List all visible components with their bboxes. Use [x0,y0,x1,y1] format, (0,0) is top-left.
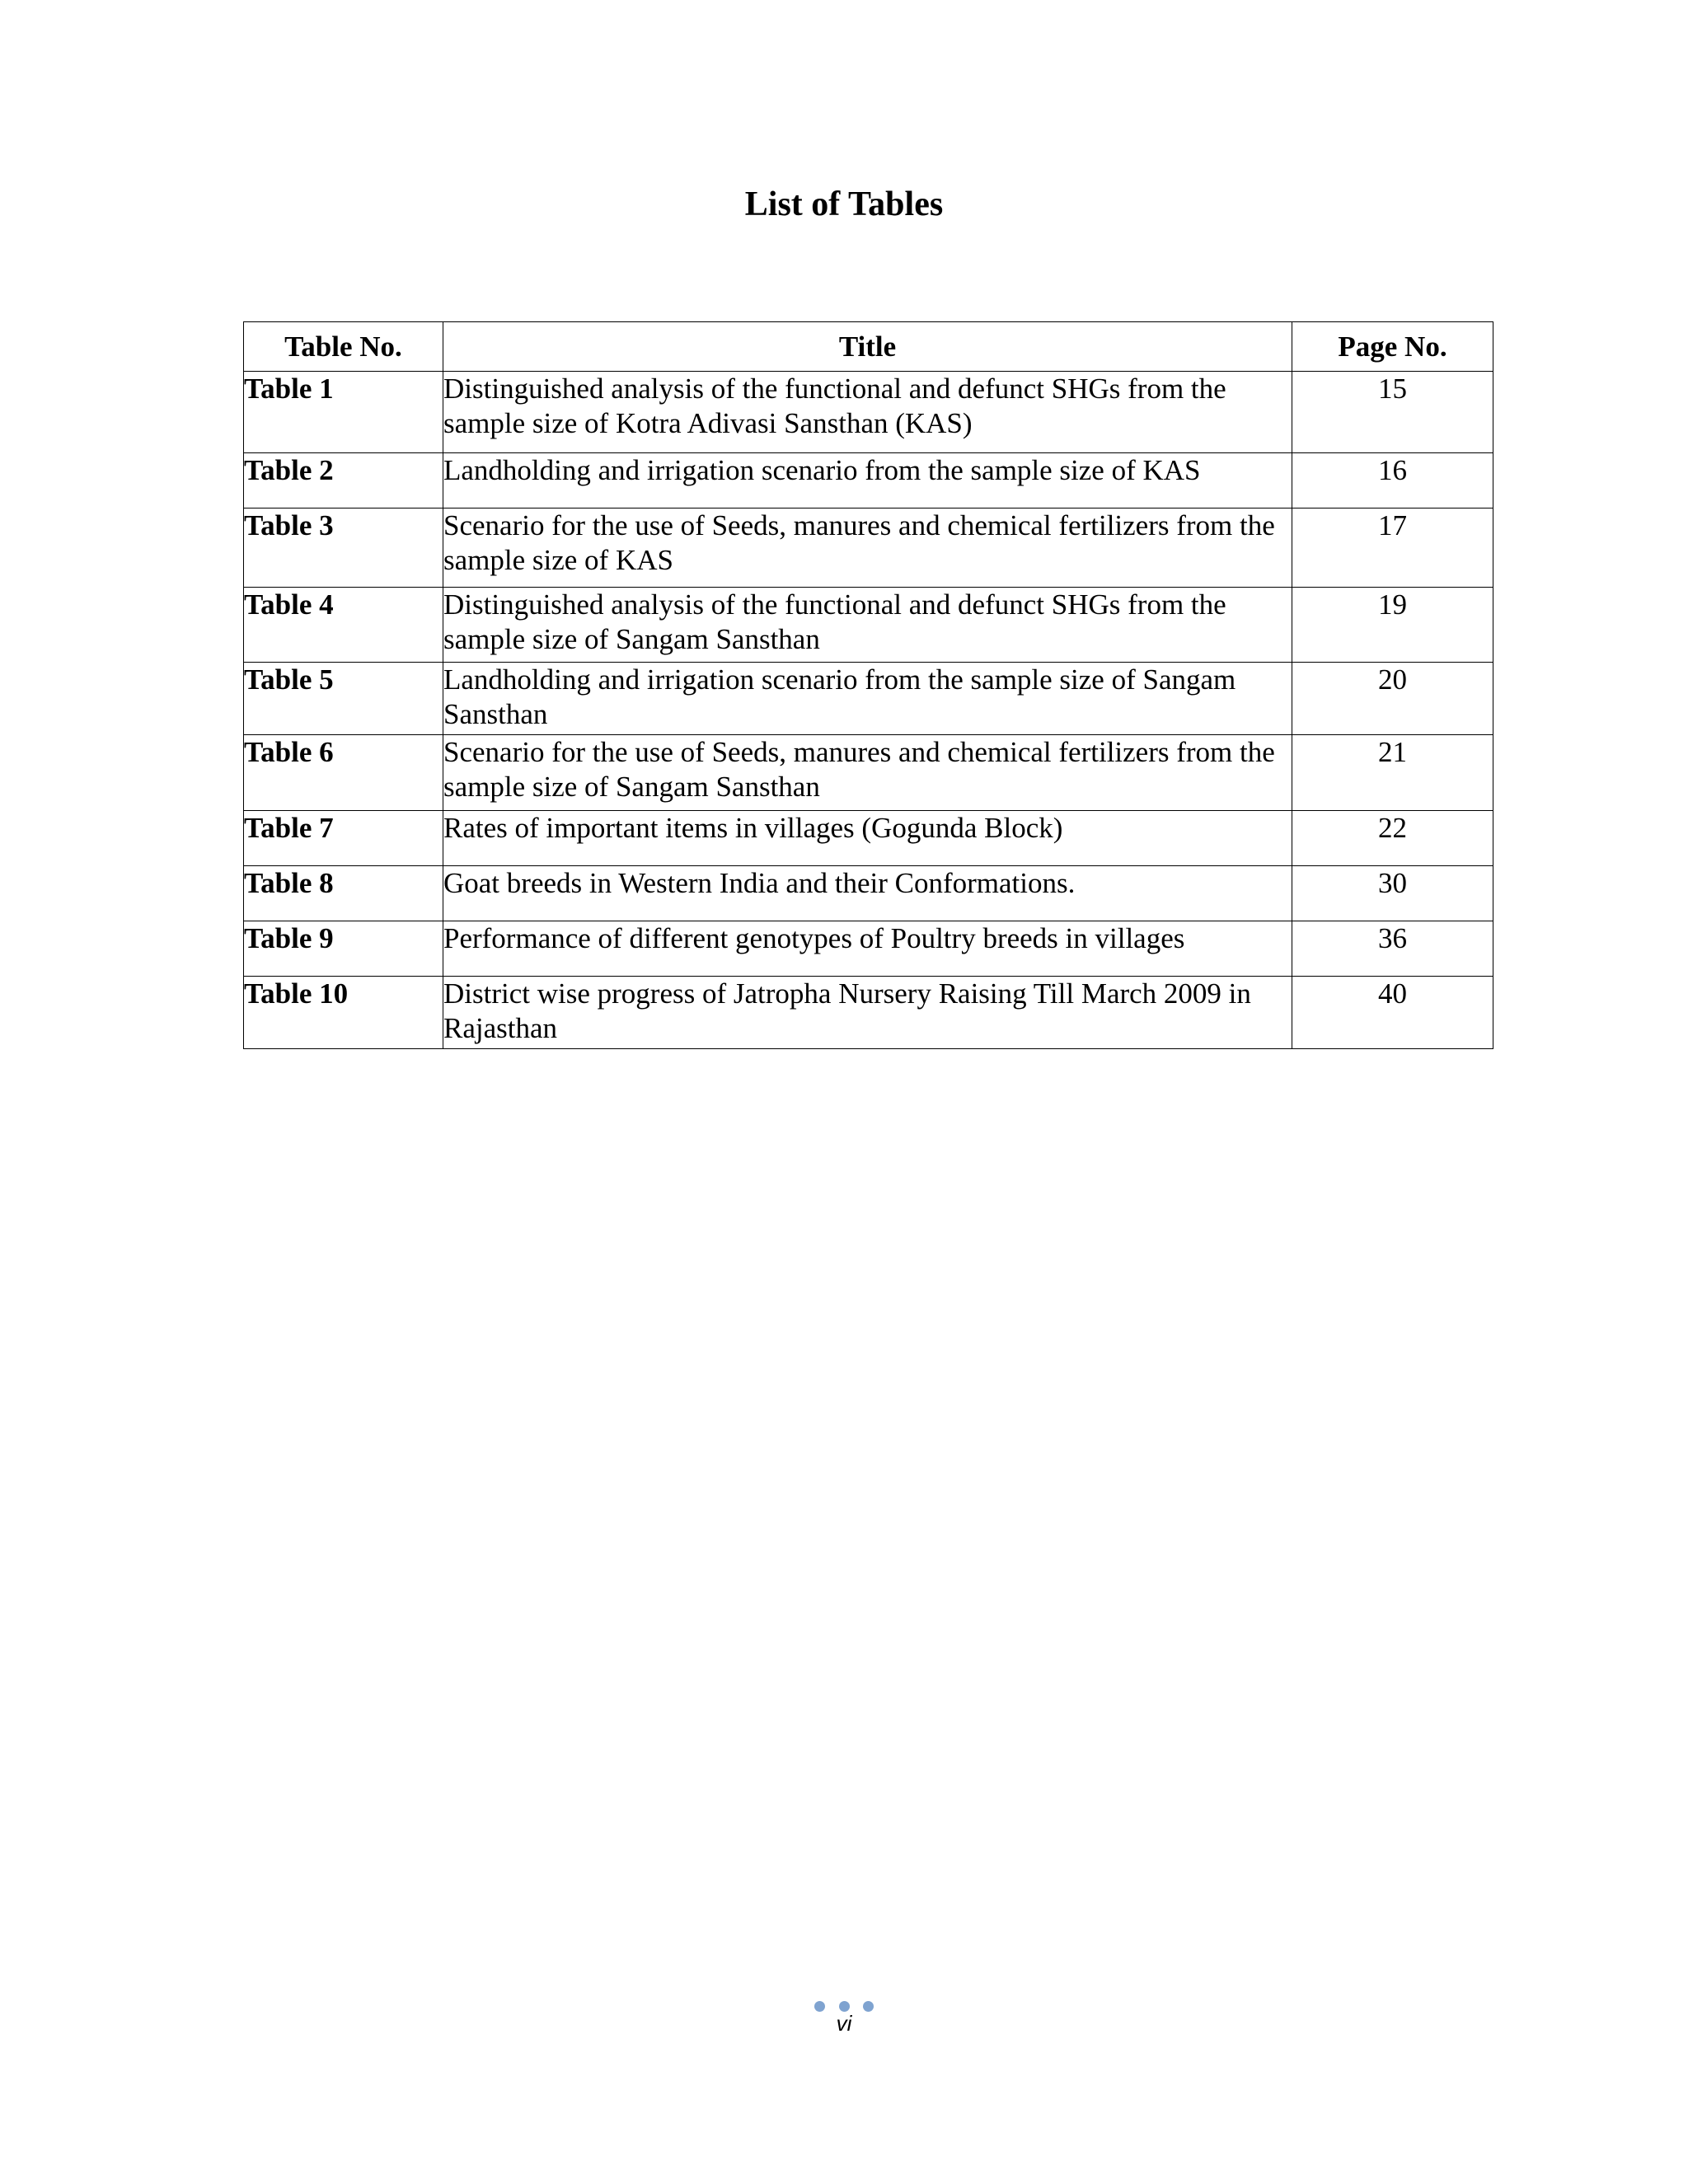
header-table-no: Table No. [244,322,443,372]
row-page-number: 17 [1292,509,1493,588]
row-table-number: Table 5 [244,663,443,735]
row-page-number: 21 [1292,735,1493,811]
table-row [244,588,1493,663]
table-row [244,866,1493,921]
row-title: Landholding and irrigation scenario from the sample size of KAS [443,453,1292,509]
row-table-number: Table 2 [244,453,443,509]
row-page-number: 30 [1292,866,1493,921]
row-table-number: Table 1 [244,372,443,453]
table-row [244,921,1493,977]
row-table-number: Table 9 [244,921,443,977]
row-page-number: 16 [1292,453,1493,509]
row-table-number: Table 4 [244,588,443,663]
table-row [244,372,1493,453]
table-row [244,509,1493,588]
row-page-number: 36 [1292,921,1493,977]
row-title: Scenario for the use of Seeds, manures and chemical fertilizers from the sample size of KAS [443,509,1292,588]
row-table-number: Table 6 [244,735,443,811]
row-table-number: Table 8 [244,866,443,921]
row-table-number: Table 3 [244,509,443,588]
row-title: Rates of important items in villages (Gogunda Block) [443,811,1292,866]
page-number: vi [836,2011,852,2036]
table-row [244,811,1493,866]
row-page-number: 15 [1292,372,1493,453]
table-row [244,735,1493,811]
row-title: Performance of different genotypes of Poultry breeds in villages [443,921,1292,977]
row-page-number: 40 [1292,977,1493,1049]
row-page-number: 22 [1292,811,1493,866]
table-row [244,453,1493,509]
row-page-number: 19 [1292,588,1493,663]
header-title: Title [443,322,1292,372]
table-row [244,663,1493,735]
list-of-tables [243,321,1493,1049]
row-title: Landholding and irrigation scenario from the sample size of Sangam Sansthan [443,663,1292,735]
row-title: District wise progress of Jatropha Nursery Raising Till March 2009 in Rajasthan [443,977,1292,1049]
table-row [244,977,1493,1049]
row-title: Goat breeds in Western India and their Conformations. [443,866,1292,921]
header-page-no: Page No. [1292,322,1493,372]
row-title: Distinguished analysis of the functional and defunct SHGs from the sample size of Sangam Sansthan [443,588,1292,663]
row-title: Scenario for the use of Seeds, manures and chemical fertilizers from the sample size of Sangam Sansthan [443,735,1292,811]
row-title: Distinguished analysis of the functional and defunct SHGs from the sample size of Kotra Adivasi Sansthan (KAS) [443,372,1292,453]
page-title: List of Tables [744,185,944,223]
row-table-number: Table 7 [244,811,443,866]
row-page-number: 20 [1292,663,1493,735]
row-table-number: Table 10 [244,977,443,1049]
table-header-row [244,322,1493,372]
